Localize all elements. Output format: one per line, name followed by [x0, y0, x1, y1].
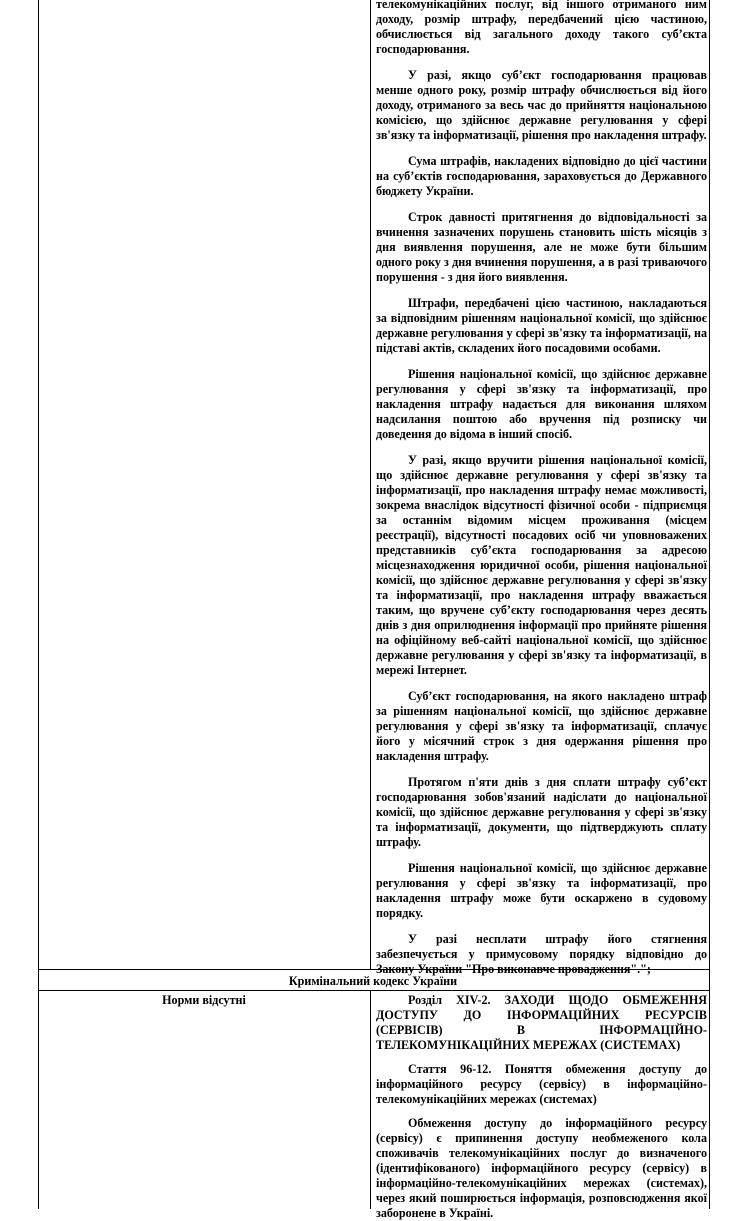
paragraph: Обмеження доступу до інформаційного ресурсу (сервісу) є припинення доступу необмеженого кола споживачів телекомунікаційних послуг до визначеного (ідентифікованого) інформаційного ресурсу (сервісу) в інформаційно-телекомунікаційних мережах (системах), через який поширюється інформація, розповсюдження якої заборонене в Україні. — [376, 1116, 707, 1220]
paragraph: Рішення національної комісії, що здійснює державне регулювання у сфері зв'язку та інформатизації, про накладення штрафу може бути оскаржено в судовому порядку. — [376, 861, 707, 920]
lower-right-cell — [376, 993, 707, 1221]
row-border-bottom — [38, 990, 710, 991]
table-right-border — [709, 0, 710, 1209]
paragraph: Протягом п'яти днів з дня сплати штрафу суб’єкт господарювання зобов'язаний надіслати до національної комісії, що здійснює державне регулювання у сфері зв'язку та інформатизації, документи, що підтверджують сплату штрафу. — [376, 775, 707, 849]
paragraph: Штрафи, передбачені цією частиною, накладаються за відповідним рішенням національної комісії, що здійснює державне регулювання у сфері зв'язку та інформатизації, на підставі актів, складених його посадовими особами. — [376, 296, 707, 355]
section-heading: Розділ XIV-2. ЗАХОДИ ЩОДО ОБМЕЖЕННЯ ДОСТУПУ ДО ІНФОРМАЦІЙНИХ РЕСУРСІВ (СЕРВІСІВ) В ІНФОРМАЦІЙНО-ТЕЛЕКОМУНІКАЦІЙНИХ МЕРЕЖАХ (СИСТЕМАХ) — [376, 993, 707, 1052]
paragraph: У разі несплати штрафу його стягнення забезпечується у примусовому порядку відповідно до Закону України "Про виконавче провадження"."; — [376, 932, 707, 976]
paragraph: Сума штрафів, накладених відповідно до цієї частини на суб’єктів господарювання, зараховується до Державного бюджету України. — [376, 154, 707, 198]
column-divider — [370, 0, 371, 969]
article-title: Стаття 96-12. Поняття обмеження доступу до інформаційного ресурсу (сервісу) в інформаційно-телекомунікаційних мережах (системах) — [376, 1062, 707, 1106]
table-left-border — [38, 0, 39, 1209]
paragraph: Строк давності притягнення до відповідальності за вчинення зазначених порушень становить шість місяців з дня виявлення порушення, але не може бути більшим одного року з дня вчинення порушення, а в разі триваючого порушення - з дня його виявлення. — [376, 210, 707, 284]
column-divider-lower — [370, 991, 371, 1209]
paragraph: У разі, якщо вручити рішення національної комісії, що здійснює державне регулювання у сфері зв'язку та інформатизації, про накладення штрафу немає можливості, зокрема внаслідок відсутності фізичної особи - підприємця за останнім відомим місцем проживання (місцем реєстрації), відсутності посадових осіб чи уповноважених представників суб’єкта господарювання за адресою місцезнаходження юридичної особи, рішення національної комісії, що здійснює державне регулювання у сфері зв'язку та інформатизації, про накладення штрафу вважається таким, що вручене суб’єкту господарювання через десять днів з дня оприлюднення інформації про прийняте рішення на офіційному веб-сайті національної комісії, що здійснює державне регулювання у сфері зв'язку та інформатизації, в мережі Інтернет. — [376, 453, 707, 677]
lower-left-cell: Норми відсутні — [162, 993, 246, 1007]
paragraph: Суб’єкт господарювання, на якого накладено штраф за рішенням національної комісії, що здійснює державне регулювання у сфері зв'язку та інформатизації, сплачує його у місячний строк з дня одержання рішення про накладення штрафу. — [376, 689, 707, 763]
paragraph: Рішення національної комісії, що здійснює державне регулювання у сфері зв'язку та інформатизації, про накладення штрафу надається для виконання шляхом надсилання поштою або вручення під розписку чи доведення до відома в інший спосіб. — [376, 367, 707, 441]
section-header-criminal-code: Кримінальний кодекс України — [288, 974, 458, 988]
paragraph: телекомунікаційних послуг, від іншого отриманого ним доходу, розмір штрафу, передбачений цією частиною, обчислюється від загального доходу такого суб’єкта господарювання. — [376, 0, 707, 56]
upper-right-cell — [376, 0, 707, 977]
paragraph: У разі, якщо суб’єкт господарювання працював менше одного року, розмір штрафу обчислюється від його доходу, отриманого за весь час до прийняття національною комісією, що здійснює державне регулювання у сфері зв'язку та інформатизації, рішення про накладення штрафу. — [376, 68, 707, 142]
